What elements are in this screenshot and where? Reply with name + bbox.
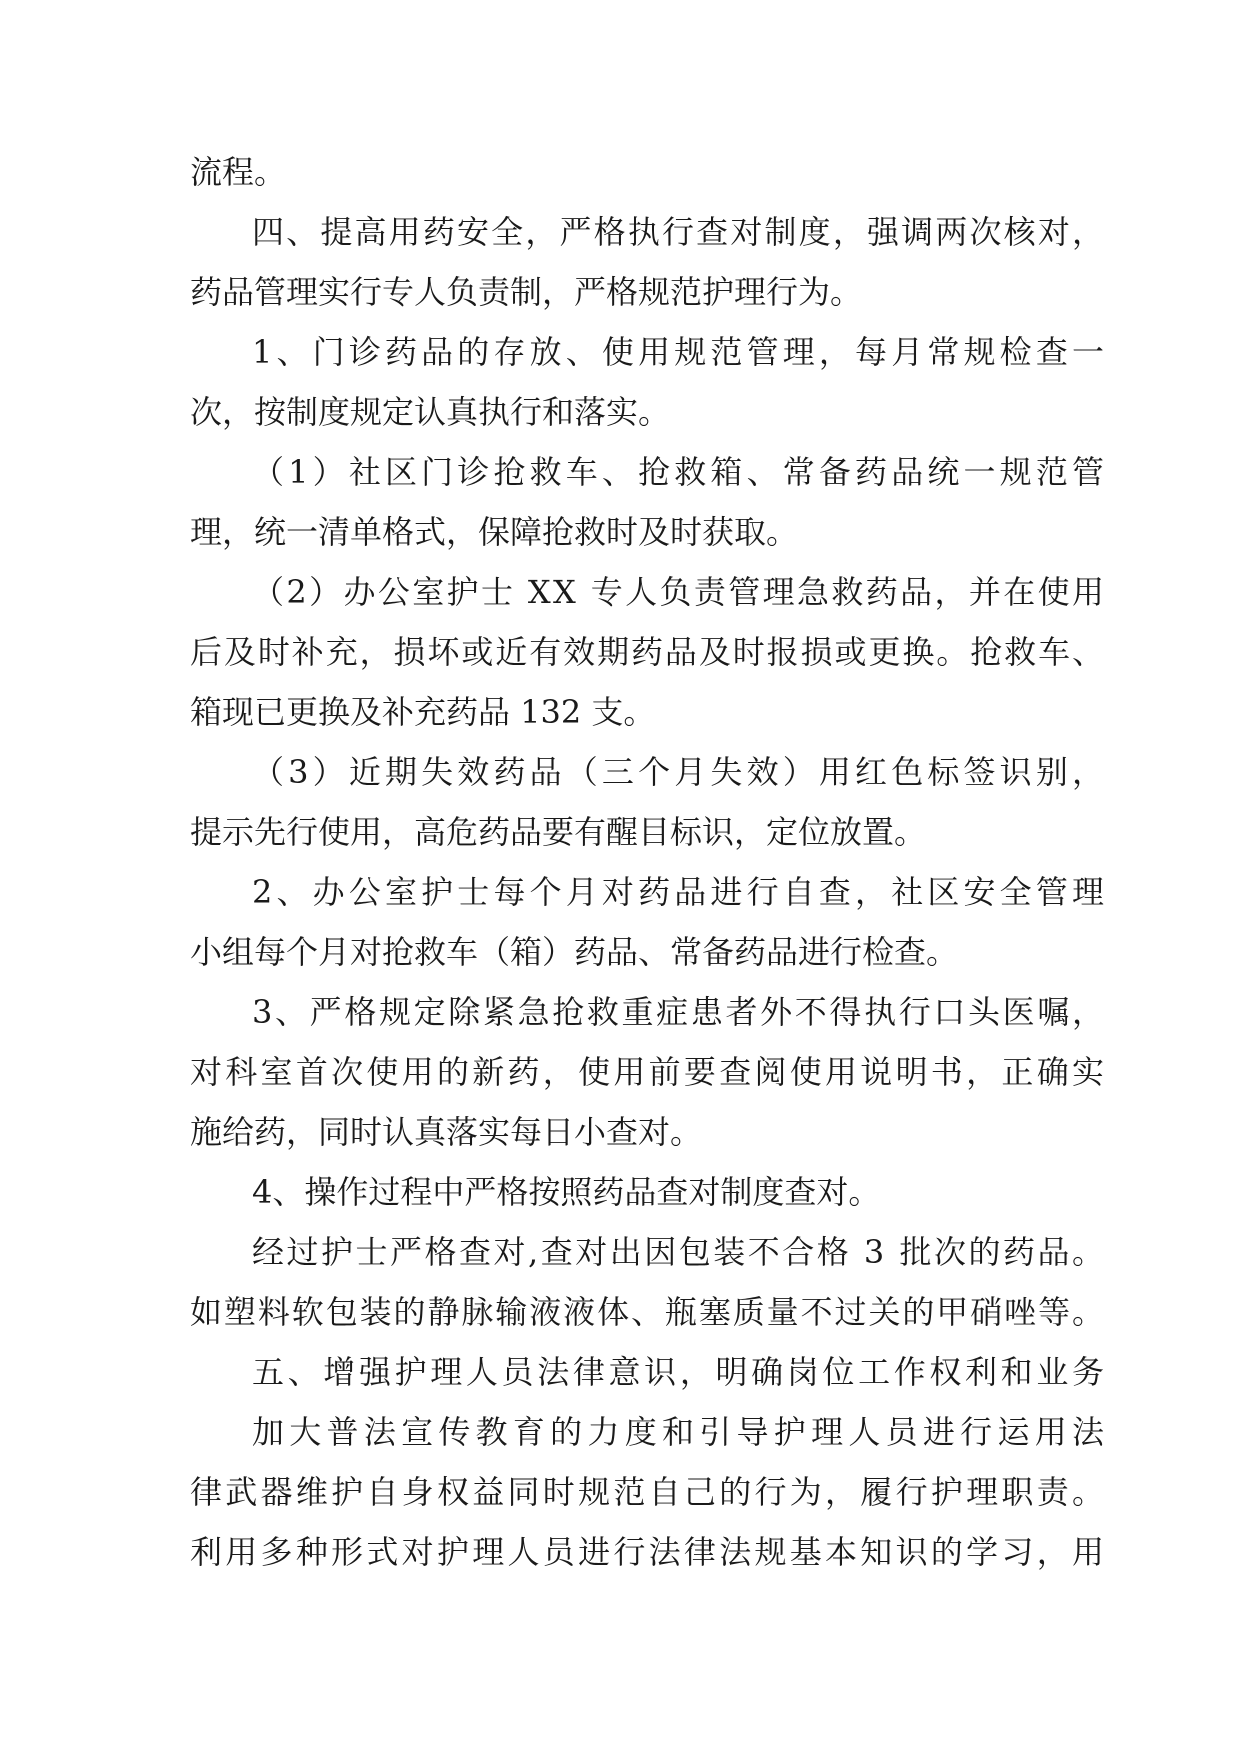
paragraph-line: （1）社区门诊抢救车、抢救箱、常备药品统一规范管 — [252, 453, 1109, 491]
paragraph-line: 次，按制度规定认真执行和落实。 — [190, 393, 671, 431]
paragraph-line: 对科室首次使用的新药，使用前要查阅使用说明书，正确实 — [190, 1053, 1108, 1091]
paragraph-line: 理，统一清单格式，保障抢救时及时获取。 — [190, 513, 799, 551]
paragraph-line: 箱现已更换及补充药品 132 支。 — [190, 693, 656, 731]
paragraph-line: 后及时补充，损坏或近有效期药品及时报损或更换。抢救车、 — [190, 633, 1106, 671]
paragraph-line: 如塑料软包装的静脉输液液体、瓶塞质量不过关的甲硝唑等。 — [190, 1293, 1106, 1331]
paragraph-line: 4、操作过程中严格按照药品查对制度查对。 — [252, 1173, 881, 1211]
paragraph-line: （3）近期失效药品（三个月失效）用红色标签识别， — [252, 753, 1109, 791]
paragraph-line: 利用多种形式对护理人员进行法律法规基本知识的学习，用 — [190, 1533, 1108, 1571]
paragraph-line: 四、提高用药安全，严格执行查对制度，强调两次核对， — [252, 213, 1107, 251]
paragraph-line: 经过护士严格查对,查对出因包装不合格 3 批次的药品。 — [252, 1233, 1107, 1271]
paragraph-line: （2）办公室护士 XX 专人负责管理急救药品，并在使用 — [252, 573, 1107, 611]
paragraph-line: 小组每个月对抢救车（箱）药品、常备药品进行检查。 — [190, 933, 959, 971]
paragraph-line: 施给药，同时认真落实每日小查对。 — [190, 1113, 703, 1151]
paragraph-line: 药品管理实行专人负责制，严格规范护理行为。 — [190, 273, 863, 311]
paragraph-line: 3、严格规定除紧急抢救重症患者外不得执行口头医嘱， — [252, 993, 1107, 1031]
paragraph-line: 流程。 — [190, 153, 287, 191]
paragraph-line: 1、门诊药品的存放、使用规范管理，每月常规检查一 — [252, 333, 1109, 371]
paragraph-line: 提示先行使用，高危药品要有醒目标识，定位放置。 — [190, 813, 927, 851]
paragraph-line: 加大普法宣传教育的力度和引导护理人员进行运用法 — [252, 1413, 1110, 1451]
paragraph-line: 律武器维护自身权益同时规范自己的行为，履行护理职责。 — [190, 1473, 1108, 1511]
paragraph-line: 五、增强护理人员法律意识，明确岗位工作权利和业务 — [252, 1353, 1108, 1391]
paragraph-line: 2、办公室护士每个月对药品进行自查，社区安全管理 — [252, 873, 1109, 911]
